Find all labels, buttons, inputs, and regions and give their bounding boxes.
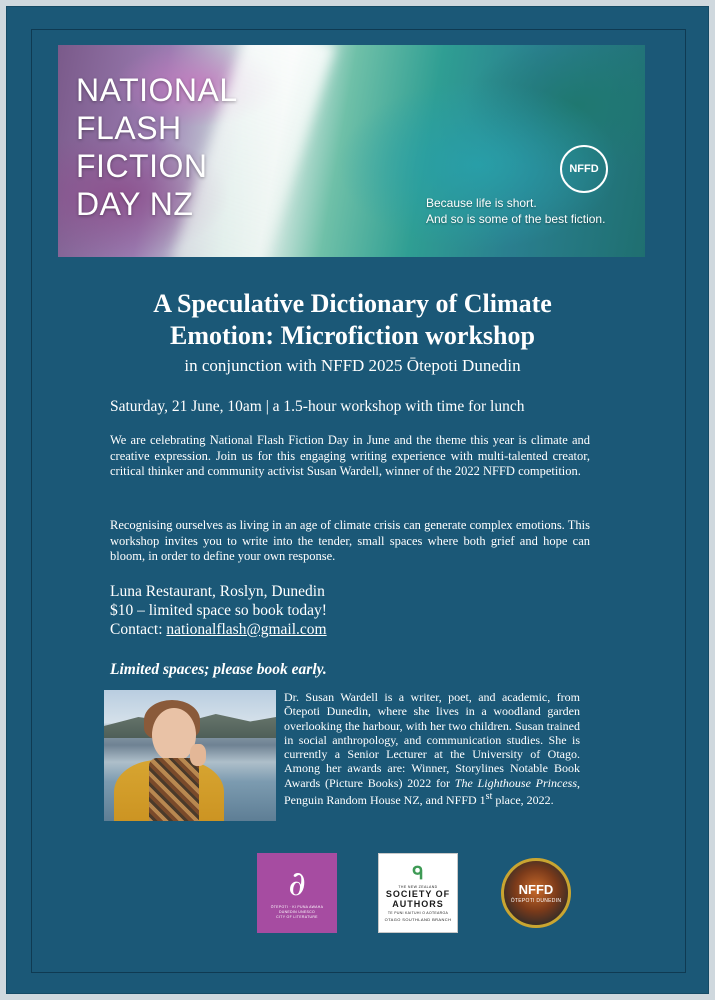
bio-text-1: Dr. Susan Wardell is a writer, poet, and academic, from Ōtepoti Dunedin, where she lives in a woodland garden overlooking the harbour, with her two children. Susan trained in social anthropology, and communication studies. She is currently a Senior Lecturer at the University of Otago. Among her awards are: Winner, Storylines Notable Book Awards (Picture Books) 2022 for — [284, 690, 580, 790]
contact-email-link[interactable]: nationalflash@gmail.com — [166, 621, 327, 638]
dunedin-logo-line-1: ŌTEPOTI · KI PUNA AWAHA — [270, 904, 324, 909]
banner-title-line: FLASH — [76, 110, 182, 146]
dunedin-logo-glyph: ∂ — [288, 863, 306, 904]
author-bio — [284, 690, 580, 807]
dunedin-logo-line-3: CITY OF LITERATURE — [276, 914, 318, 919]
nffd-logo-text: NFFD — [569, 163, 599, 175]
banner-title — [76, 71, 296, 223]
event-title — [40, 288, 665, 352]
dunedin-logo-text — [271, 905, 324, 920]
contact-label: Contact: — [110, 621, 167, 638]
banner-title-line: NATIONAL — [76, 72, 238, 108]
soa-logo-line-4: OTAGO SOUTHLAND BRANCH — [384, 917, 452, 922]
banner-tagline — [426, 195, 641, 227]
bio-book-title: The Lighthouse Princess — [454, 775, 578, 790]
soa-logo-line-3: TE PUNI KAITUHI O AOTEAROA — [387, 911, 449, 915]
venue: Luna Restaurant, Roslyn, Dunedin — [110, 583, 325, 600]
header-banner — [58, 45, 645, 257]
bio-text-2: , Penguin Random House NZ, and NFFD 1 — [284, 775, 581, 808]
price: $10 – limited space so book today! — [110, 602, 327, 619]
event-title-line-2: Emotion: Microfiction workshop — [170, 321, 535, 350]
soa-logo-line-1: THE NEW ZEALAND — [398, 885, 438, 889]
nffd-otepoti-dunedin-logo — [501, 858, 571, 928]
event-date: Saturday, 21 June, 10am | a 1.5-hour workshop with time for lunch — [110, 398, 525, 415]
photo-hand — [190, 744, 206, 766]
tagline-line-1: Because life is short. — [426, 196, 537, 210]
event-subtitle: in conjunction with NFFD 2025 Ōtepoti Dunedin — [184, 356, 521, 375]
soa-logo-mark: ᑫ — [412, 863, 424, 883]
author-photo — [104, 690, 276, 821]
banner-title-line: FICTION — [76, 148, 208, 184]
event-contact-block — [110, 582, 590, 639]
description-paragraph-2: Recognising ourselves as living in an age of climate crisis can generate complex emotions. This workshop invites you to write into the tender, small spaces where both grief and hope can bloom, in order to define your own response. — [110, 518, 590, 563]
limited-spaces-note: Limited spaces; please book early. — [110, 661, 327, 678]
soa-logo-line-2: SOCIETY OF AUTHORS — [385, 889, 451, 909]
nffd-badge-subtext: ŌTEPOTI DUNEDIN — [510, 897, 562, 904]
contact-line — [110, 620, 590, 639]
nffd-badge-text: NFFD — [518, 881, 554, 897]
bio-superscript: st — [485, 791, 493, 803]
banner-title-line: DAY NZ — [76, 186, 194, 222]
event-title-line-1: A Speculative Dictionary of Climate — [153, 289, 552, 318]
nffd-circle-logo — [560, 145, 608, 193]
dunedin-city-of-literature-logo — [257, 853, 337, 933]
description-paragraph-1: We are celebrating National Flash Fiction Day in June and the theme this year is climate and creative expression. Join us for this engaging writing experience with multi-talented creator, critical thinker and community activist Susan Wardell, winner of the 2022 NFFD competition. — [110, 433, 590, 478]
dunedin-logo-line-2: DUNEDIN UNESCO — [278, 909, 316, 914]
society-of-authors-logo — [378, 853, 458, 933]
bio-text-3: place, 2022. — [492, 793, 554, 808]
photo-scarf — [149, 758, 199, 821]
tagline-line-2: And so is some of the best fiction. — [426, 212, 606, 226]
